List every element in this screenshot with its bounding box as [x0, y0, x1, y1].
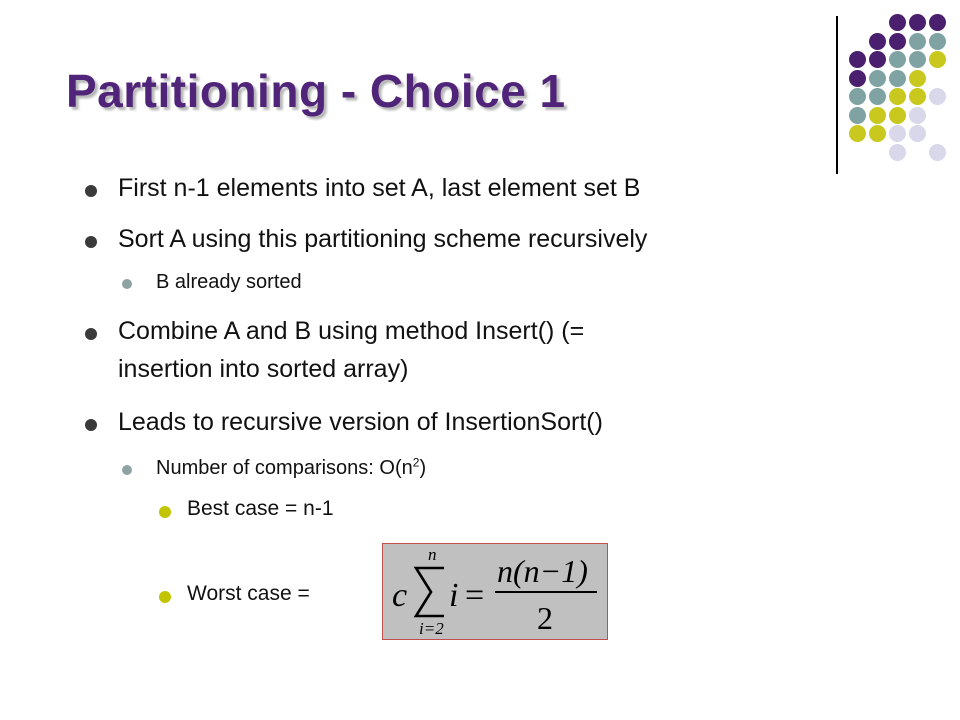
decorative-dot	[929, 14, 946, 31]
decorative-dot	[909, 70, 926, 87]
decorative-dot	[909, 51, 926, 68]
sub-sub-bullet-marker	[159, 591, 171, 603]
slide-title: Partitioning - Choice 1	[66, 65, 566, 117]
decorative-dot	[889, 70, 906, 87]
sub-bullet-marker	[122, 465, 132, 475]
formula-upper-limit: n	[428, 545, 437, 564]
formula-lower-limit: i=2	[419, 619, 444, 638]
decorative-dot	[929, 144, 946, 161]
decorative-dot	[849, 125, 866, 142]
bullet-text: Sort A using this partitioning scheme recursively	[118, 225, 648, 253]
comparisons-suffix: )	[419, 457, 427, 479]
decorative-dot	[909, 107, 926, 124]
comparisons-prefix: Number of comparisons: O(n	[156, 457, 413, 479]
sub-bullet-text: B already sorted	[156, 271, 302, 293]
sub-bullet-text	[156, 457, 426, 480]
sigma-symbol	[416, 568, 444, 616]
decorative-vertical-line	[836, 16, 838, 174]
decorative-dot	[869, 33, 886, 50]
bullet-marker	[85, 419, 97, 431]
bullet-marker	[85, 236, 97, 248]
decorative-dot	[929, 51, 946, 68]
decorative-dot	[869, 70, 886, 87]
formula-svg	[383, 544, 607, 639]
decorative-dot	[889, 51, 906, 68]
sub-sub-bullet-marker	[159, 506, 171, 518]
decorative-dot	[889, 144, 906, 161]
decorative-dot	[849, 51, 866, 68]
decorative-dot	[849, 70, 866, 87]
decorative-dot	[869, 88, 886, 105]
formula-equals: =	[465, 577, 485, 614]
sub-bullet-marker	[122, 279, 132, 289]
decorative-dot	[869, 107, 886, 124]
formula-box	[382, 543, 608, 640]
decorative-dot	[909, 14, 926, 31]
decorative-dot	[889, 107, 906, 124]
decorative-dot	[869, 51, 886, 68]
formula-denominator: 2	[537, 600, 553, 636]
decorative-dot	[929, 88, 946, 105]
decorative-dot	[889, 14, 906, 31]
bullet-marker	[85, 328, 97, 340]
bullet-marker	[85, 185, 97, 197]
decorative-dot	[869, 125, 886, 142]
bullet-text: First n-1 elements into set A, last element set B	[118, 174, 641, 202]
decorative-dot	[849, 88, 866, 105]
formula-constant: c	[392, 577, 408, 614]
bullet-text: Leads to recursive version of InsertionSort()	[118, 408, 603, 436]
decorative-dot	[889, 125, 906, 142]
best-case-text: Best case = n-1	[187, 497, 334, 520]
bullet-text-line1: Combine A and B using method Insert() (=	[118, 317, 585, 345]
decorative-dot	[889, 33, 906, 50]
formula-summand: i	[449, 577, 459, 614]
decorative-dot	[929, 33, 946, 50]
bullet-text-line2: insertion into sorted array)	[118, 355, 409, 383]
decorative-dot	[849, 107, 866, 124]
decorative-dot	[909, 33, 926, 50]
decorative-dot	[909, 125, 926, 142]
formula-numerator: n(n−1)	[497, 553, 588, 589]
exponent: 2	[412, 455, 420, 470]
worst-case-text: Worst case =	[187, 582, 310, 605]
decorative-dot	[909, 88, 926, 105]
decorative-dot	[889, 88, 906, 105]
